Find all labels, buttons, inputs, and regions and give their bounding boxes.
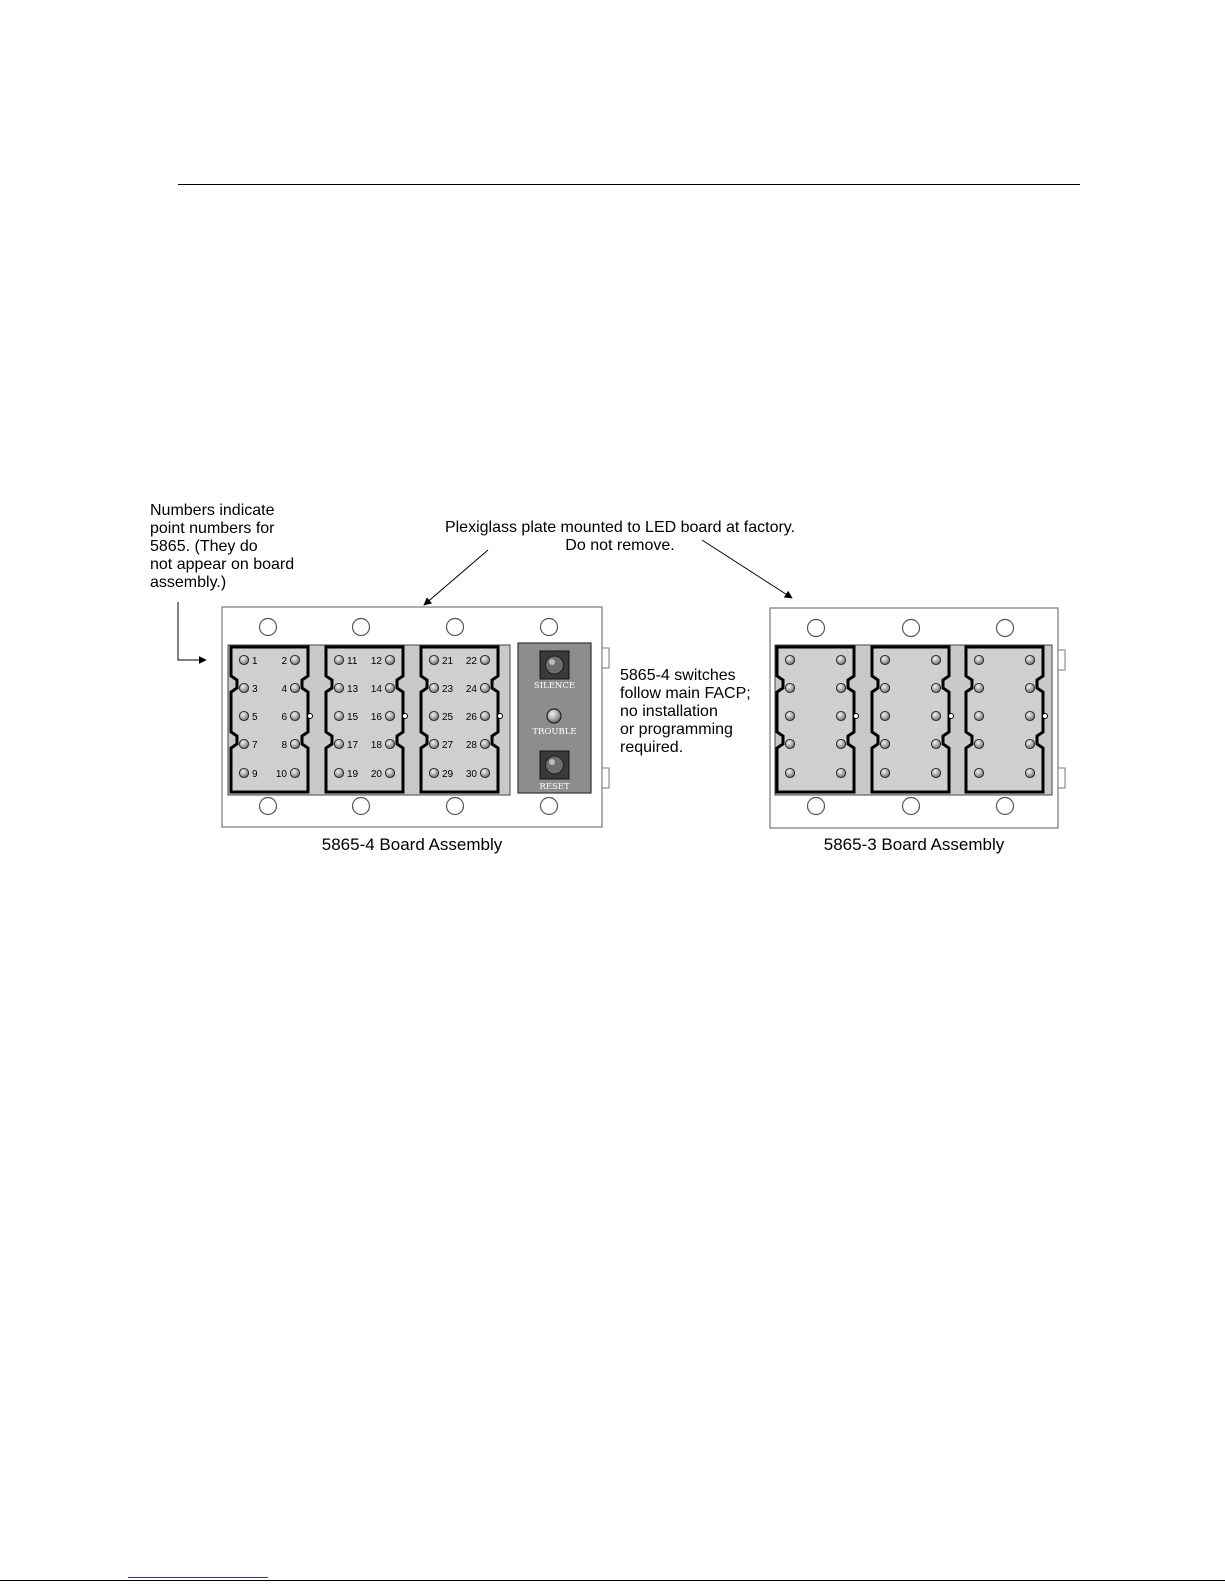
module-connector [403, 714, 408, 719]
point-led [480, 655, 489, 664]
point-number-label: 8 [281, 740, 287, 751]
board-3-led-module [872, 647, 949, 792]
plexiglass-arrow-right [702, 540, 792, 598]
point-number-label: 23 [442, 684, 454, 695]
footer-link-underline [128, 1577, 268, 1578]
point-led [480, 711, 489, 720]
point-led [239, 683, 248, 692]
mounting-hole [541, 798, 558, 815]
point-led [785, 711, 794, 720]
point-led [385, 768, 394, 777]
point-led [480, 739, 489, 748]
note-line: point numbers for [150, 520, 275, 537]
note-line: no installation [620, 703, 718, 720]
point-number-label: 21 [442, 656, 454, 667]
point-led [931, 768, 940, 777]
point-number-label: 6 [281, 712, 287, 723]
control-panel [518, 643, 591, 793]
module-connector [949, 714, 954, 719]
point-led [429, 683, 438, 692]
point-number-label: 14 [370, 684, 382, 695]
module-connector [308, 714, 313, 719]
point-led [334, 655, 343, 664]
point-led [974, 768, 983, 777]
trouble-label: TROUBLE [532, 727, 577, 737]
point-led [290, 739, 299, 748]
mounting-hole [260, 798, 277, 815]
mounting-hole [541, 619, 558, 636]
footer-rule [0, 1580, 1225, 1581]
point-number-label: 11 [347, 656, 358, 667]
point-led [239, 768, 248, 777]
point-number-label: 5 [252, 712, 258, 723]
point-led [836, 683, 845, 692]
reset-switch-knob [546, 756, 564, 774]
mounting-hole [903, 798, 920, 815]
point-led [290, 711, 299, 720]
point-led [334, 711, 343, 720]
point-led [836, 711, 845, 720]
silence-label: SILENCE [533, 681, 576, 691]
note-line: not appear on board [150, 556, 295, 573]
point-led [1025, 683, 1034, 692]
point-led [880, 768, 889, 777]
point-number-label: 27 [442, 740, 454, 751]
point-led [385, 711, 394, 720]
point-number-label: 28 [465, 740, 477, 751]
point-number-label: 4 [281, 684, 287, 695]
point-led [785, 683, 794, 692]
note-line: assembly.) [150, 574, 227, 591]
note-line: Numbers indicate [150, 502, 275, 519]
point-led [239, 739, 248, 748]
board-3-led-module [777, 647, 854, 792]
trouble-led [547, 709, 561, 723]
board-4-caption: 5865-4 Board Assembly [321, 835, 503, 854]
note-line: 5865. (They do [150, 538, 258, 555]
point-led [239, 711, 248, 720]
point-number-label: 12 [370, 656, 382, 667]
point-led [785, 739, 794, 748]
point-led [880, 739, 889, 748]
point-led [836, 655, 845, 664]
board-3-caption: 5865-3 Board Assembly [823, 835, 1005, 854]
point-led [334, 768, 343, 777]
point-led [880, 711, 889, 720]
point-led [429, 711, 438, 720]
mounting-hole [808, 798, 825, 815]
point-led [429, 768, 438, 777]
point-led [836, 768, 845, 777]
point-number-label: 16 [370, 712, 382, 723]
note-line: required. [620, 739, 684, 756]
board-4-edge-tabs [602, 648, 609, 788]
point-led [1025, 711, 1034, 720]
point-led [931, 711, 940, 720]
point-led [1025, 739, 1034, 748]
point-led [880, 655, 889, 664]
mounting-hole [447, 798, 464, 815]
point-number-label: 22 [465, 656, 477, 667]
point-led [1025, 655, 1034, 664]
point-number-label: 18 [370, 740, 382, 751]
point-led [974, 711, 983, 720]
point-number-label: 30 [465, 769, 477, 780]
mounting-hole [997, 620, 1014, 637]
note-line: Plexiglass plate mounted to LED board at factory. [444, 519, 796, 536]
silence-switch-highlight [549, 659, 555, 665]
point-led [290, 683, 299, 692]
board-3-led-module [966, 647, 1043, 792]
note-line: Do not remove. [565, 537, 675, 554]
point-number-label: 17 [347, 740, 359, 751]
plexiglass-arrow-left [424, 550, 488, 605]
board-3-edge-tabs [1058, 650, 1065, 788]
point-led [785, 768, 794, 777]
point-led [836, 739, 845, 748]
point-number-label: 1 [252, 656, 258, 667]
point-led [931, 655, 940, 664]
point-number-label: 13 [347, 684, 359, 695]
note-line: or programming [620, 721, 733, 738]
mounting-hole [997, 798, 1014, 815]
note-line: 5865-4 switches [620, 667, 736, 684]
point-number-label: 2 [281, 656, 287, 667]
point-number-label: 19 [347, 769, 359, 780]
point-led [385, 739, 394, 748]
mounting-hole [447, 619, 464, 636]
point-led [480, 683, 489, 692]
point-led [974, 739, 983, 748]
mounting-hole [808, 620, 825, 637]
point-led [290, 655, 299, 664]
module-connector [498, 714, 503, 719]
point-led [931, 683, 940, 692]
point-number-label: 15 [347, 712, 359, 723]
mounting-hole [903, 620, 920, 637]
point-led [334, 683, 343, 692]
point-number-label: 9 [252, 769, 258, 780]
point-led [429, 655, 438, 664]
point-led [334, 739, 343, 748]
point-led [785, 655, 794, 664]
mounting-hole [260, 619, 277, 636]
module-connector [854, 714, 859, 719]
point-number-label: 26 [465, 712, 477, 723]
note-line: follow main FACP; [620, 685, 751, 702]
mounting-hole [353, 798, 370, 815]
point-number-label: 29 [442, 769, 454, 780]
point-led [880, 683, 889, 692]
point-number-label: 7 [252, 740, 258, 751]
numbers-arrow [178, 602, 206, 660]
point-number-label: 3 [252, 684, 258, 695]
point-led [1025, 768, 1034, 777]
point-led [429, 739, 438, 748]
point-led [480, 768, 489, 777]
point-led [974, 655, 983, 664]
point-led [931, 739, 940, 748]
reset-switch-highlight [549, 759, 555, 765]
mounting-hole [353, 619, 370, 636]
module-connector [1043, 714, 1048, 719]
point-led [385, 655, 394, 664]
board-4-led-module [231, 647, 308, 792]
point-led [385, 683, 394, 692]
point-led [239, 655, 248, 664]
point-led [290, 768, 299, 777]
point-number-label: 20 [370, 769, 382, 780]
board-4-led-module [421, 647, 498, 792]
point-number-label: 10 [275, 769, 287, 780]
point-led [974, 683, 983, 692]
point-number-label: 25 [442, 712, 454, 723]
point-number-label: 24 [465, 684, 477, 695]
silence-switch-knob [546, 656, 564, 674]
reset-label: RESET [539, 782, 570, 792]
board-4-led-module [326, 647, 403, 792]
